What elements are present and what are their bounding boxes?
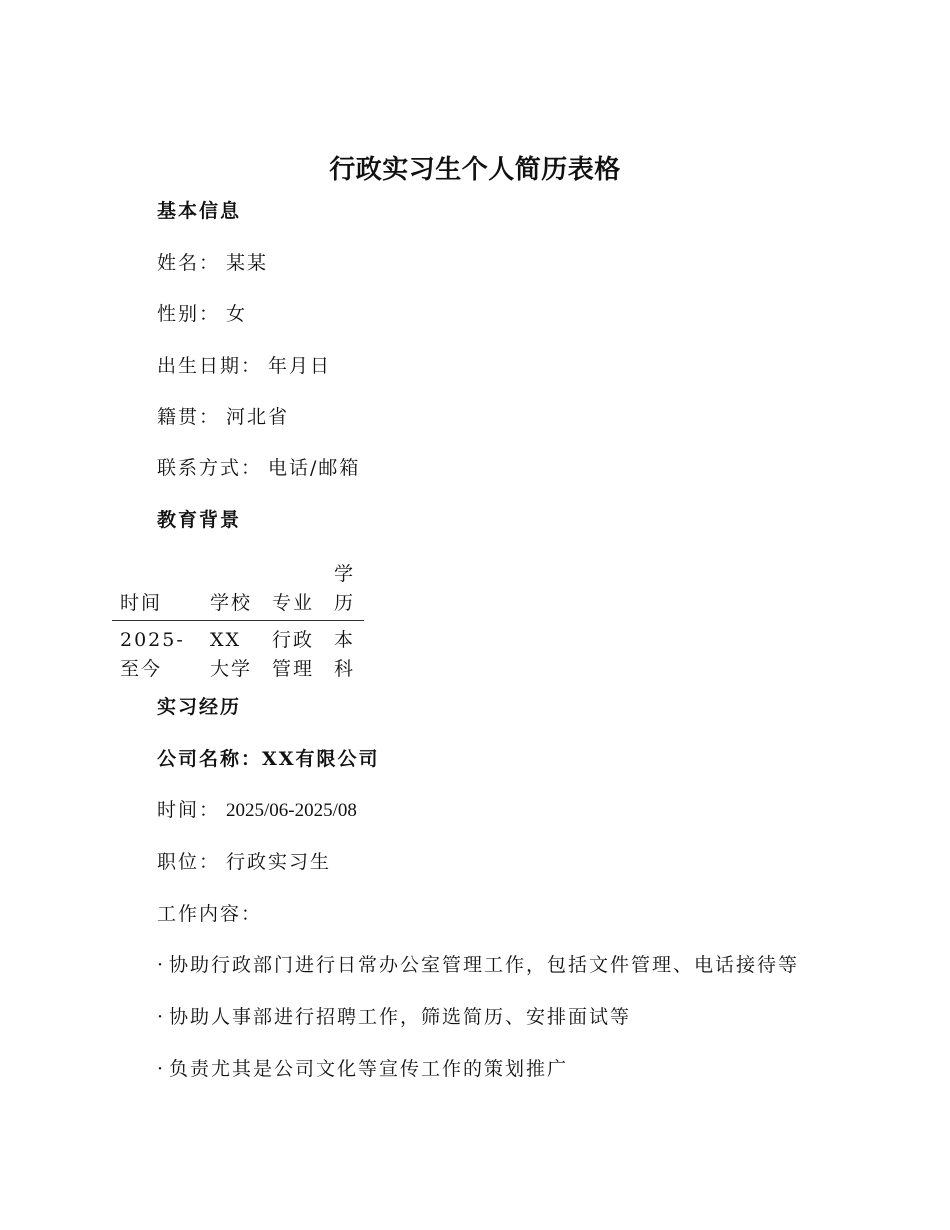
contact-value: 电话/邮箱: [268, 457, 361, 479]
table-cell-degree: 本科: [334, 629, 356, 680]
duty-text: 协助人事部进行招聘工作，筛选简历、安排面试等: [169, 1006, 632, 1028]
section-heading-internship: 实习经历: [157, 696, 242, 718]
column-header-major: 专业: [264, 560, 326, 621]
table-cell-school: XX大学: [210, 629, 253, 680]
section-heading-education: 教育背景: [157, 509, 242, 531]
bullet-icon: ·: [157, 1006, 166, 1028]
birth-date-label: 出生日期：: [157, 355, 263, 377]
company-label: 公司名称：: [157, 748, 263, 770]
internship-time-label: 时间：: [157, 799, 221, 821]
table-cell-major: 行政管理: [272, 629, 315, 680]
origin-value: 河北省: [226, 406, 290, 428]
company-line: [157, 744, 380, 774]
list-item: [157, 1002, 631, 1032]
education-table: [112, 560, 364, 684]
gender-label: 性别：: [157, 303, 221, 325]
education-table-header-row: [112, 560, 364, 621]
position-label: 职位：: [157, 851, 221, 873]
section-heading-basic-info: 基本信息: [157, 200, 242, 222]
page-title: 行政实习生个人简历表格: [329, 155, 621, 185]
gender-value: 女: [226, 303, 248, 325]
name-value: 某某: [226, 252, 269, 274]
contact-line: [157, 453, 360, 483]
position-value: 行政实习生: [226, 851, 332, 873]
internship-time-value: 2025/06-2025/08: [226, 800, 357, 821]
internship-time-line: [157, 795, 357, 826]
table-cell-time: 2025-至今: [120, 629, 185, 680]
column-header-time: 时间: [112, 560, 202, 621]
table-row: [112, 621, 364, 685]
list-item: [157, 950, 799, 980]
name-label: 姓名：: [157, 252, 221, 274]
bullet-icon: ·: [157, 954, 166, 976]
position-line: [157, 847, 331, 877]
name-line: [157, 248, 268, 278]
column-header-school: 学校: [202, 560, 264, 621]
company-value: XX有限公司: [262, 748, 380, 770]
birth-date-line: [157, 351, 331, 381]
column-header-degree: 学历: [326, 560, 364, 621]
contact-label: 联系方式：: [157, 457, 263, 479]
duty-text: 负责尤其是公司文化等宣传工作的策划推广: [169, 1058, 569, 1080]
origin-line: [157, 402, 289, 432]
duty-text: 协助行政部门进行日常办公室管理工作，包括文件管理、电话接待等: [169, 954, 800, 976]
list-item: [157, 1054, 568, 1084]
origin-label: 籍贯：: [157, 406, 221, 428]
bullet-icon: ·: [157, 1058, 166, 1080]
birth-date-value: 年月日: [268, 355, 332, 377]
gender-line: [157, 299, 247, 329]
duties-label: 工作内容：: [157, 903, 263, 925]
